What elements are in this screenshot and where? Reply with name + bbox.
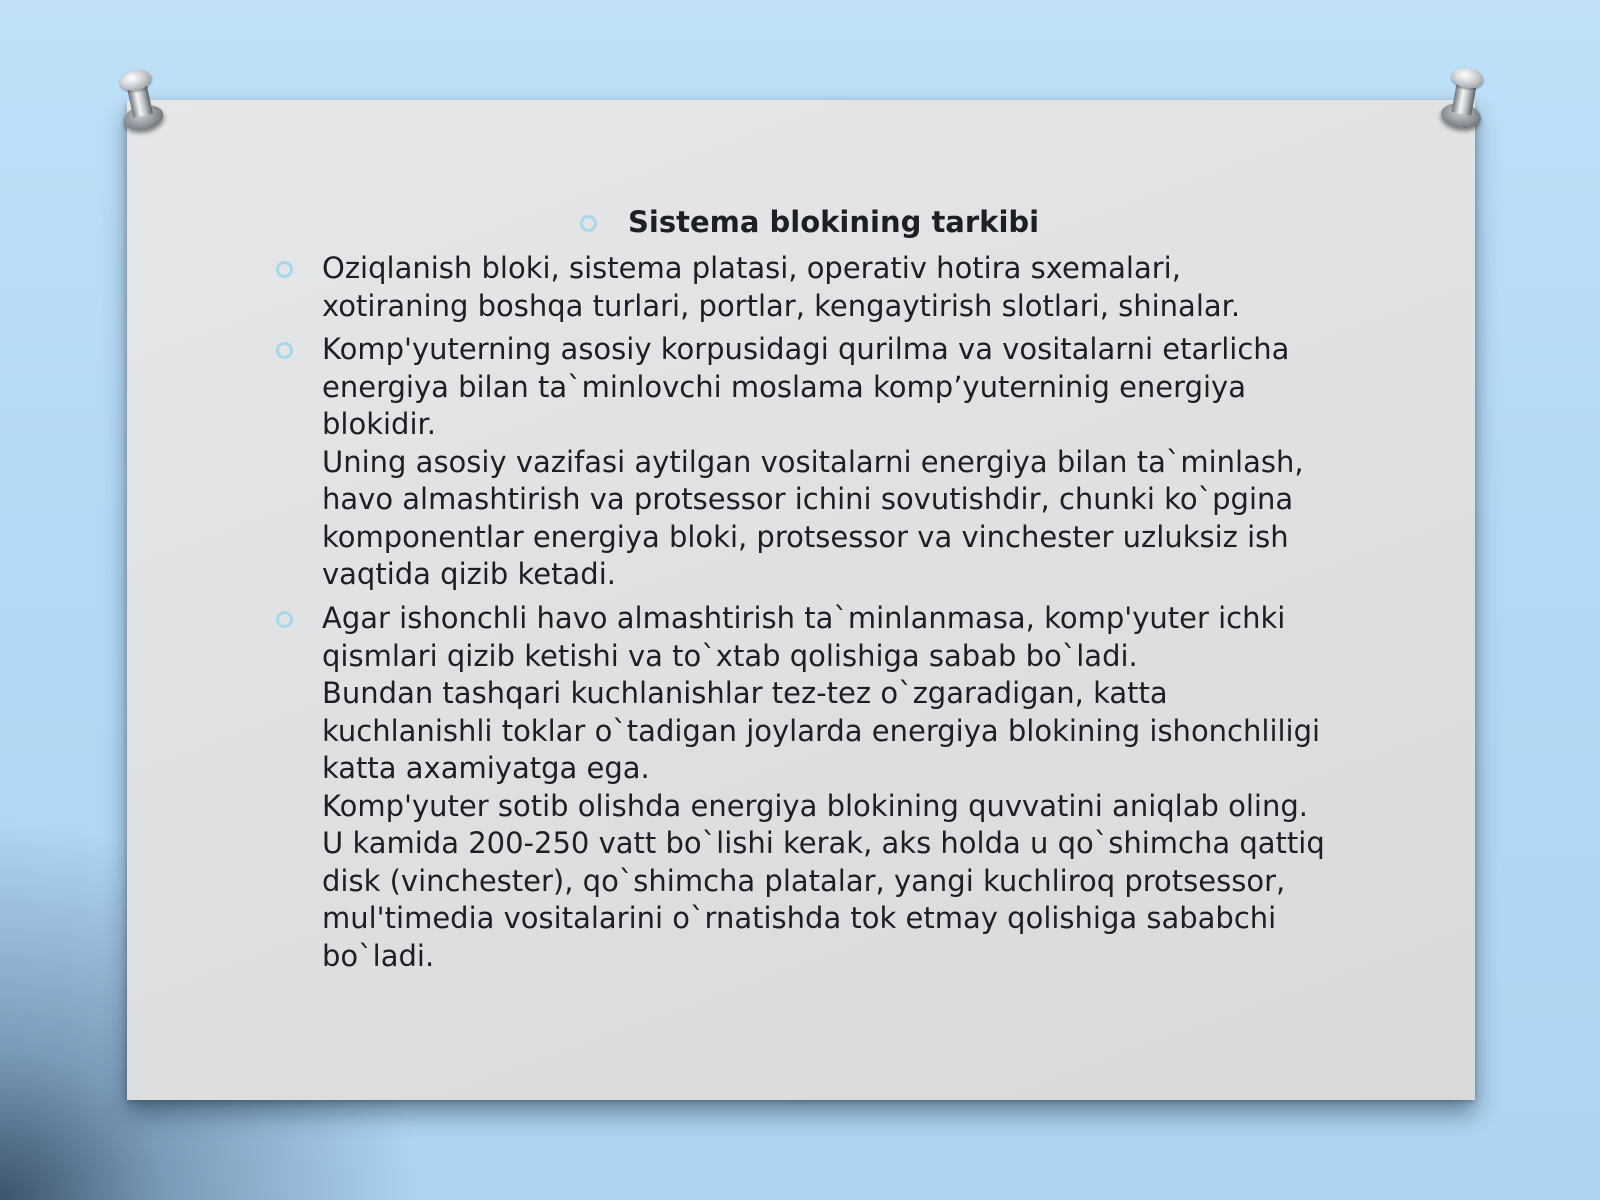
text-line: disk (vinchester), qo`shimcha platalar, yangi kuchliroq protsessor, bbox=[322, 863, 1286, 898]
text-line: havo almashtirish va protsessor ichini sovutishdir, chunki ko`pgina bbox=[322, 482, 1294, 516]
pin-head bbox=[118, 67, 153, 93]
text-line: Komp'yuterning asosiy korpusidagi qurilma va vositalarni etarlicha bbox=[322, 332, 1290, 366]
text-line: energiya bilan ta`minlovchi moslama komp’yuterninig energiya bbox=[322, 369, 1246, 404]
text-line: bo`ladi. bbox=[322, 938, 435, 973]
push-pin-icon bbox=[1437, 65, 1491, 134]
bullet-item-2 bbox=[322, 331, 1332, 594]
text-line: U kamida 200-250 vatt bo`lishi kerak, aks holda u qo`shimcha qattiq bbox=[322, 826, 1325, 860]
circle-bullet-icon bbox=[276, 261, 293, 278]
text-line: Agar ishonchli havo almashtirish ta`minlanmasa, komp'yuter ichki bbox=[322, 601, 1286, 635]
bullet-item-3 bbox=[322, 600, 1332, 975]
slide-title: Sistema blokining tarkibi bbox=[628, 205, 1040, 239]
text-line: vaqtida qizib ketadi. bbox=[322, 557, 616, 591]
text-line: Komp'yuter sotib olishda energiya blokining quvvatini aniqlab oling. bbox=[322, 788, 1308, 823]
text-line: xotiraning boshqa turlari, portlar, kengaytirish slotlari, shinalar. bbox=[322, 288, 1241, 323]
text-line: blokidir. bbox=[322, 407, 437, 441]
text-line: katta axamiyatga ega. bbox=[322, 751, 650, 785]
text-line: Oziqlanish bloki, sistema platasi, operativ hotira sxemalari, bbox=[322, 251, 1181, 285]
push-pin-icon bbox=[112, 66, 168, 136]
text-line: Bundan tashqari kuchlanishlar tez-tez o`zgaradigan, katta bbox=[322, 676, 1168, 710]
text-line: qismlari qizib ketishi va to`xtab qolishiga sabab bo`ladi. bbox=[322, 638, 1138, 673]
text-line: mul'timedia vositalarini o`rnatishda tok etmay qolishiga sababchi bbox=[322, 901, 1277, 935]
circle-bullet-icon bbox=[276, 342, 293, 359]
bullet-item-1 bbox=[322, 250, 1332, 325]
text-line: komponentlar energiya bloki, protsessor va vinchester uzluksiz ish bbox=[322, 519, 1289, 554]
text-line: kuchlanishli toklar o`tadigan joylarda energiya blokining ishonchliligi bbox=[322, 713, 1321, 748]
text-line: Uning asosiy vazifasi aytilgan vositalarni energiya bilan ta`minlash, bbox=[322, 444, 1304, 479]
circle-bullet-icon bbox=[580, 215, 597, 232]
circle-bullet-icon bbox=[276, 611, 293, 628]
